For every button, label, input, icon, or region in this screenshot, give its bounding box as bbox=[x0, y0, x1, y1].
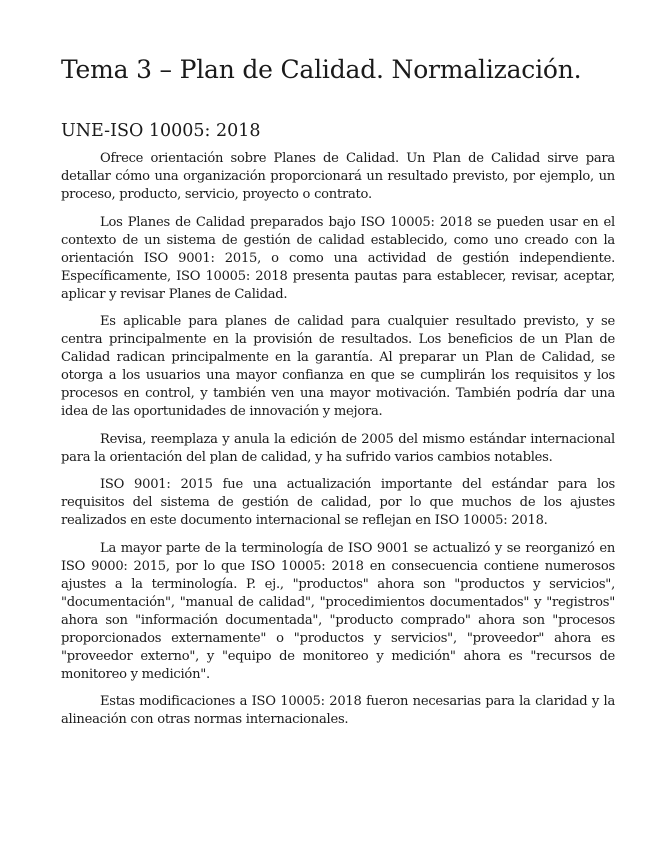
section-heading: UNE-ISO 10005: 2018 bbox=[61, 121, 261, 141]
paragraph-revision: Revisa, reemplaza y anula la edición de 2005 del mismo estándar internacional para la orientación del plan de calidad, y ha sufrido varios cambios notables. bbox=[61, 431, 615, 465]
paragraph-benefits: Es aplicable para planes de calidad para cualquier resultado previsto, y se centra principalmente en la provisión de resultados. Los beneficios de un Plan de Calidad radican principalmente en la garantía. Al preparar un Plan de Calidad, se otorga a los usuarios una mayor confianza en que se cumplirán los requisitos y los procesos en control, y también ven una mayor motivación. También podría dar una idea de las oportunidades de innovación y mejora. bbox=[61, 314, 615, 419]
paragraph-terminology: La mayor parte de la terminología de ISO 9001 se actualizó y se reorganizó en ISO 9000: 2015, por lo que ISO 10005: 2018 en consecuencia contiene numerosos ajustes a la terminología. P. ej., "productos" ahora son "productos y servicios", "documentación", "manual de calidad", "procedimientos documentados" y "registros" ahora son "información documentada", "producto comprado" ahora son "procesos proporcionados externamente" o "productos y servicios", "proveedor" ahora es "proveedor externo", y "equipo de monitoreo y medición" ahora es "recursos de monitoreo y medición". bbox=[61, 540, 615, 682]
paragraph-iso9001: ISO 9001: 2015 fue una actualización importante del estándar para los requisitos del sistema de gestión de calidad, por lo que muchos de los ajustes realizados en este documento internacional se reflejan en ISO 10005: 2018. bbox=[61, 477, 615, 528]
paragraph-intro: Ofrece orientación sobre Planes de Calidad. Un Plan de Calidad sirve para detallar cómo una organización proporcionará un resultado previsto, por ejemplo, un proceso, producto, servicio, proyecto o contrato. bbox=[61, 151, 615, 202]
paragraph-conclusion: Estas modificaciones a ISO 10005: 2018 fueron necesarias para la claridad y la alineación con otras normas internacionales. bbox=[61, 694, 615, 727]
page-title: Tema 3 – Plan de Calidad. Normalización. bbox=[61, 55, 582, 84]
paragraph-context: Los Planes de Calidad preparados bajo ISO 10005: 2018 se pueden usar en el contexto de un sistema de gestión de calidad establecido, como uno creado con la orientación ISO 9001: 2015, o como una actividad de gestión independiente. Específicamente, ISO 10005: 2018 presenta pautas para establecer, revisar, aceptar, aplicar y revisar Planes de Calidad. bbox=[61, 214, 615, 302]
document-body bbox=[61, 150, 615, 739]
